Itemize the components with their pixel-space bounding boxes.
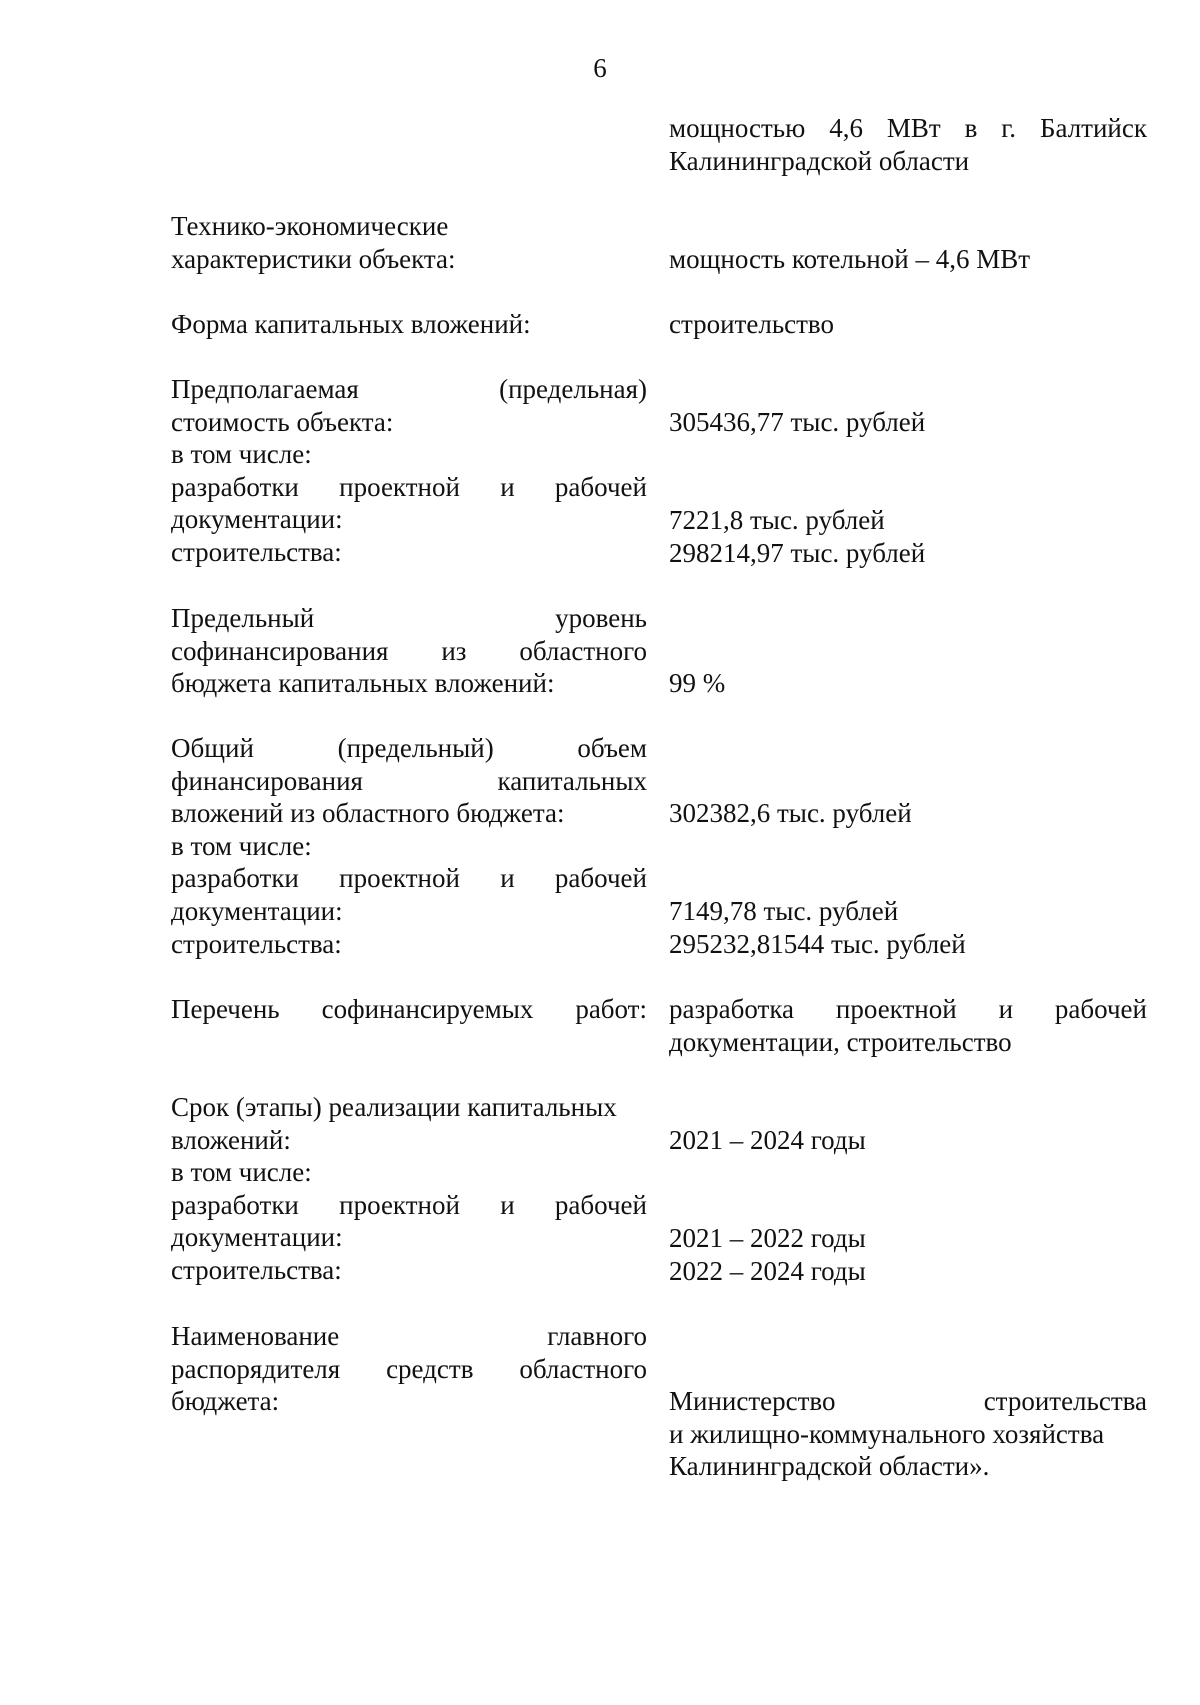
tech-label: Технико-экономические характеристики объекта: (171, 211, 456, 274)
form-value: строительство (669, 309, 834, 339)
volume-total-value: 302382,6 тыс. рублей (669, 798, 912, 828)
term-total-value: 2021 – 2024 годы (669, 1125, 866, 1155)
object-name-line-1: мощностью 4,6 МВт в г. Балтийск (669, 113, 1147, 143)
cost-label: Предполагаемая (предельная) стоимость объекта: в том числе: разработки проектной и рабочей документации: строительства: (171, 374, 647, 567)
cost-total-value: 305436,77 тыс. рублей (669, 407, 926, 437)
volume-breakdown-values: 7149,78 тыс. рублей 295232,81544 тыс. рублей (669, 896, 966, 959)
page-number: 6 (593, 53, 607, 83)
cofin-value: 99 % (669, 668, 726, 698)
cost-breakdown-values: 7221,8 тыс. рублей 298214,97 тыс. рублей (669, 505, 926, 568)
object-name-continuation (669, 112, 1147, 177)
works-label: Перечень софинансируемых работ: (171, 994, 647, 1024)
term-breakdown-values: 2021 – 2022 годы 2022 – 2024 годы (669, 1223, 866, 1286)
object-name-line-2: Калининградской области (669, 145, 970, 176)
manager-label: Наименование главного распорядителя средств областного бюджета: (171, 1321, 647, 1417)
term-label: Срок (этапы) реализации капитальных вложений: в том числе: разработки проектной и рабочей документации: строительства: (171, 1092, 647, 1285)
works-value: разработка проектной и рабочей документации, строительство (669, 994, 1147, 1057)
manager-value: Министерство строительства и жилищно-коммунального хозяйства Калининградской области». (669, 1386, 1147, 1482)
form-label: Форма капитальных вложений: (171, 309, 531, 339)
volume-label: Общий (предельный) объем финансирования капитальных вложений из областного бюджета: в том числе: разработки проектной и рабочей документации: строительства: (171, 733, 647, 959)
cofin-label: Предельный уровень софинансирования из областного бюджета капитальных вложений: (171, 603, 647, 699)
tech-value: мощность котельной – 4,6 МВт (669, 244, 1031, 274)
